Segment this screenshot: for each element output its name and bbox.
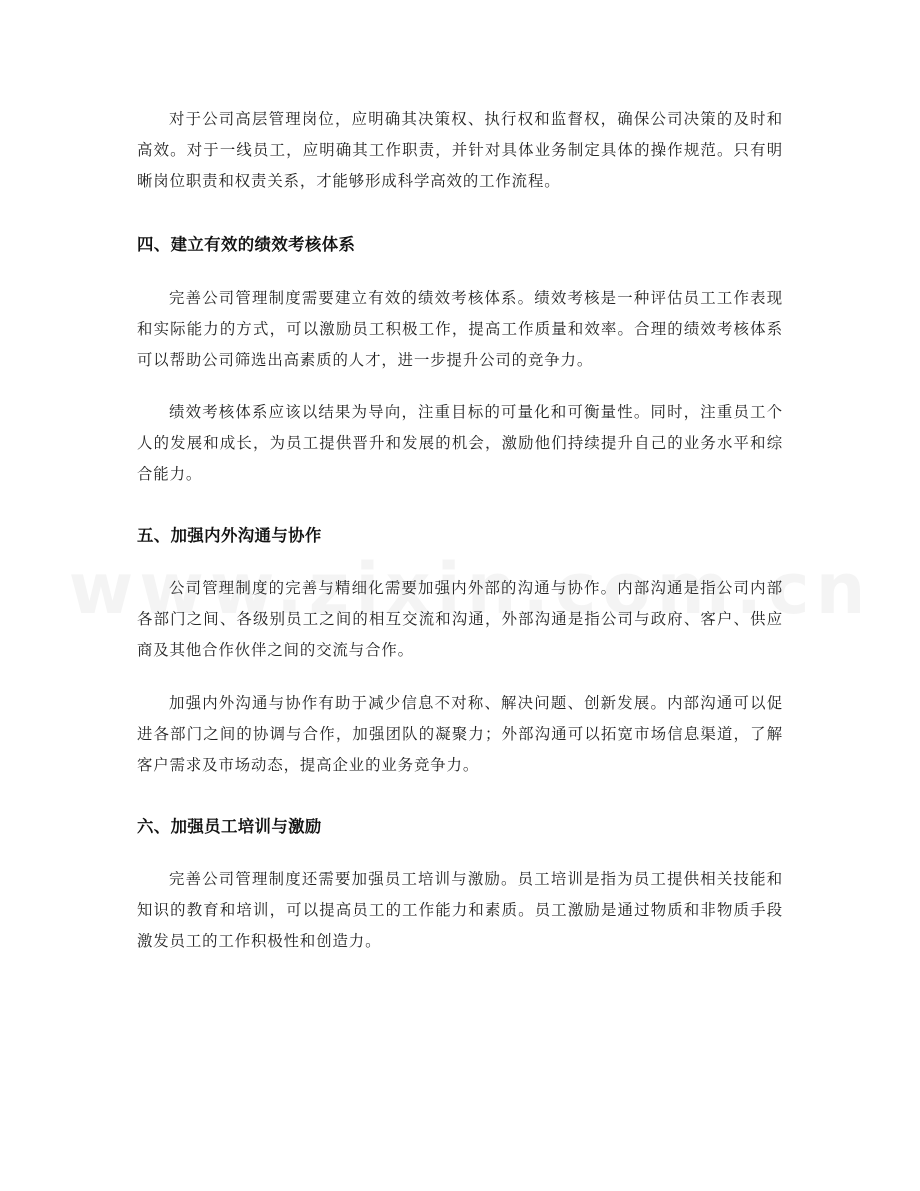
paragraph-job-responsibilities: 对于公司高层管理岗位，应明确其决策权、执行权和监督权，确保公司决策的及时和高效。对于一线员工，应明确其工作职责，并针对具体业务制定具体的操作规范。只有明晰岗位职责和权责关系，才能够形成科学高效的工作流程。 [137, 110, 783, 190]
section-heading-6: 六、加强员工培训与激励 [137, 817, 322, 836]
paragraph-performance-intro: 完善公司管理制度需要建立有效的绩效考核体系。绩效考核是一种评估员工工作表现和实际能力的方式，可以激励员工积极工作，提高工作质量和效率。合理的绩效考核体系可以帮助公司筛选出高素质的人才，进一步提升公司的竞争力。 [137, 289, 783, 369]
paragraph-communication-detail: 加强内外沟通与协作有助于减少信息不对称、解决问题、创新发展。内部沟通可以促进各部门之间的协调与合作，加强团队的凝聚力；外部沟通可以拓宽市场信息渠道，了解客户需求及市场动态，提高企业的业务竞争力。 [137, 694, 783, 774]
paragraph-performance-detail: 绩效考核体系应该以结果为导向，注重目标的可量化和可衡量性。同时，注重员工个人的发展和成长，为员工提供晋升和发展的机会，激励他们持续提升自己的业务水平和综合能力。 [137, 403, 783, 483]
paragraph-communication-intro: 公司管理制度的完善与精细化需要加强内外部的沟通与协作。内部沟通是指公司内部各部门之间、各级别员工之间的相互交流和沟通，外部沟通是指公司与政府、客户、供应商及其他合作伙伴之间的交流与合作。 [137, 579, 783, 659]
section-heading-5: 五、加强内外沟通与协作 [137, 526, 322, 545]
section-heading-4: 四、建立有效的绩效考核体系 [137, 235, 356, 254]
paragraph-training-intro: 完善公司管理制度还需要加强员工培训与激励。员工培训是指为员工提供相关技能和知识的教育和培训，可以提高员工的工作能力和素质。员工激励是通过物质和非物质手段激发员工的工作积极性和创造力。 [137, 870, 783, 950]
